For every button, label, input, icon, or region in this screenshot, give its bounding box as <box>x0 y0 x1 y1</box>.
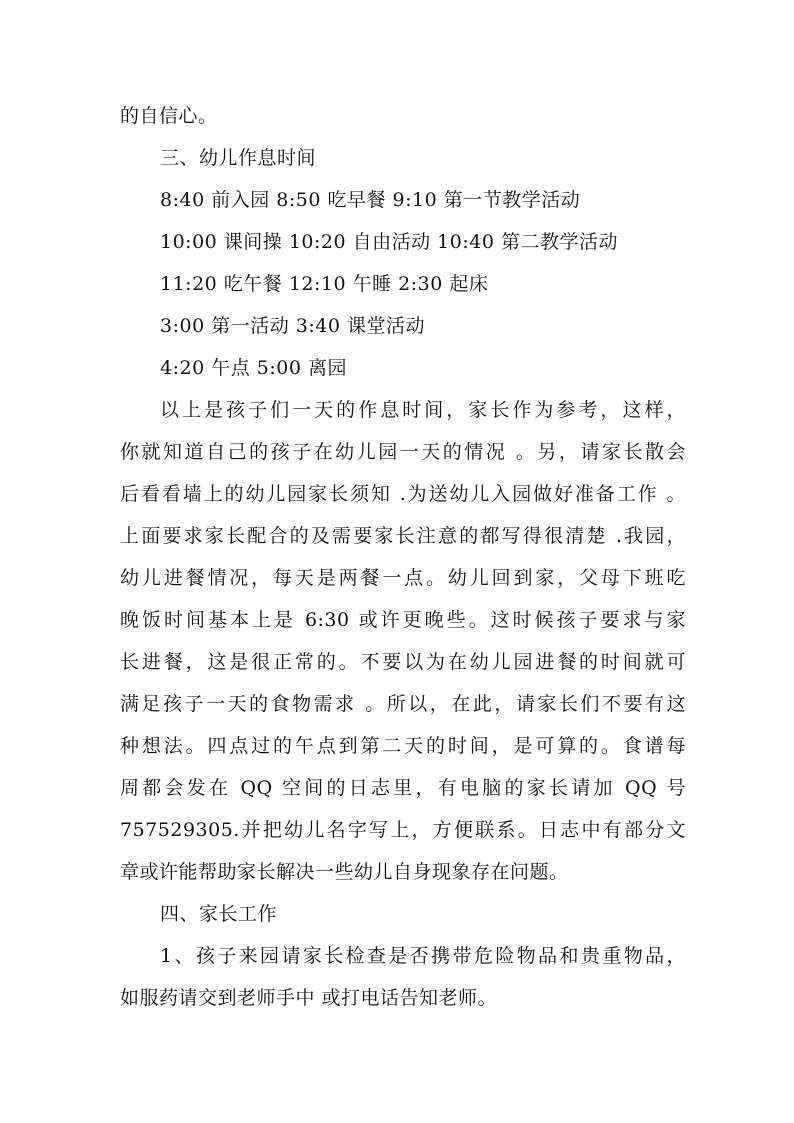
section-heading: 三、幼儿作息时间 <box>160 147 317 169</box>
section-heading: 四、家长工作 <box>160 903 278 925</box>
paragraph-line: 757529305.并把幼儿名字写上，方便联系。日志中有部分文 <box>120 819 686 841</box>
paragraph-line: 满足孩子一天的食物需求 。所以，在此，请家长们不要有这 <box>120 693 686 715</box>
paragraph-line: 如服药请交到老师手中 或打电话告知老师。 <box>120 987 498 1009</box>
paragraph-line: 种想法。四点过的午点到第二天的时间，是可算的。食谱每 <box>120 735 686 757</box>
schedule-line: 3:00 第一活动 3:40 课堂活动 <box>160 315 425 337</box>
paragraph-line: 幼儿进餐情况，每天是两餐一点。幼儿回到家，父母下班吃 <box>120 567 686 589</box>
paragraph-line: 后看看墙上的幼儿园家长须知 .为送幼儿入园做好准备工作 。 <box>120 483 686 505</box>
paragraph-line: 上面要求家长配合的及需要家长注意的都写得很清楚 .我园， <box>120 525 686 547</box>
paragraph-line: 1、孩子来园请家长检查是否携带危险物品和贵重物品， <box>160 945 686 967</box>
paragraph-line: 以上是孩子们一天的作息时间，家长作为参考，这样， <box>160 399 686 421</box>
schedule-line: 4:20 午点 5:00 离园 <box>160 357 347 379</box>
paragraph-line: 长进餐，这是很正常的。不要以为在幼儿园进餐的时间就可 <box>120 651 686 673</box>
paragraph-line: 章或许能帮助家长解决一些幼儿自身现象存在问题。 <box>120 861 569 883</box>
paragraph-line: 的自信心。 <box>120 105 218 127</box>
schedule-line: 11:20 吃午餐 12:10 午睡 2:30 起床 <box>160 273 489 295</box>
paragraph-line: 周都会发在 QQ 空间的日志里，有电脑的家长请加 QQ 号 <box>120 777 686 799</box>
paragraph-line: 你就知道自己的孩子在幼儿园一天的情况 。另，请家长散会 <box>120 441 686 463</box>
schedule-line: 10:00 课间操 10:20 自由活动 10:40 第二教学活动 <box>160 231 618 253</box>
schedule-line: 8:40 前入园 8:50 吃早餐 9:10 第一节教学活动 <box>160 189 581 211</box>
paragraph-line: 晚饭时间基本上是 6:30 或许更晚些。这时候孩子要求与家 <box>120 609 686 631</box>
